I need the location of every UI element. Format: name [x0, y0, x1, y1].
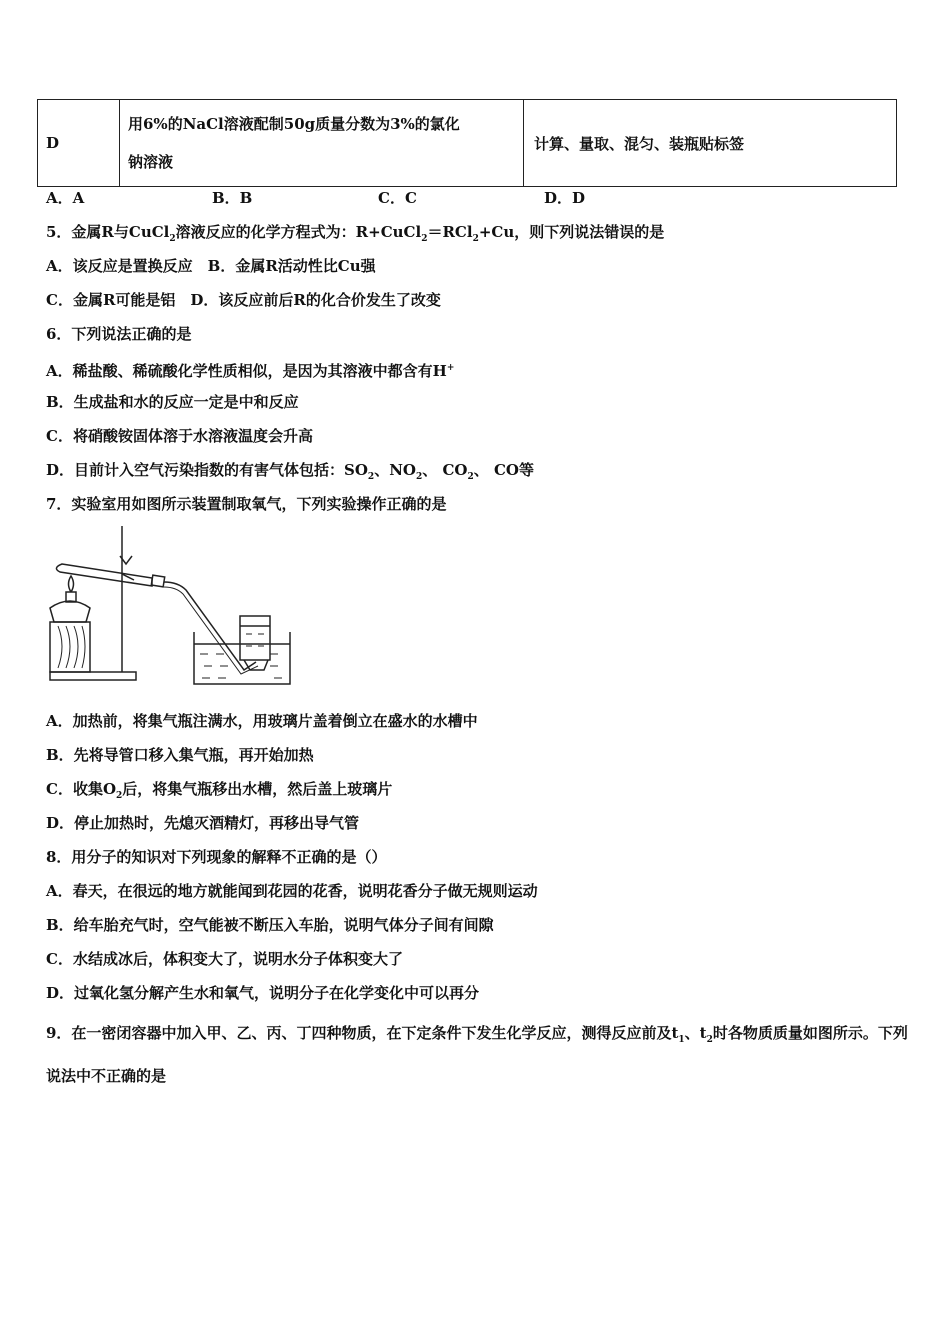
q8-option-b[interactable]: B．给车胎充气时，空气能被不断压入车胎，说明气体分子间有间隙	[46, 916, 494, 934]
procedure-steps: 计算、量取、混匀、装瓶贴标签	[524, 100, 897, 187]
q7-c-part: 后，将集气瓶移出水槽，然后盖上玻璃片	[122, 780, 393, 798]
subscript: 2	[116, 791, 123, 801]
q4-option-b[interactable]: B．B	[212, 189, 253, 207]
subscript: 2	[467, 472, 474, 482]
q5-stem-part: 溶液反应的化学方程式为：R+CuCl	[175, 223, 422, 241]
option-letter: D	[38, 100, 120, 187]
oxygen-apparatus-figure	[44, 520, 294, 690]
subscript: 1	[678, 1035, 685, 1045]
q9-stem	[46, 1015, 910, 1094]
q6-d-part: 、 CO	[422, 461, 468, 479]
q8-option-d[interactable]: D．过氧化氢分解产生水和氧气，说明分子在化学变化中可以再分	[46, 984, 480, 1002]
q5-options-cd[interactable]: C．金属R可能是铝 D．该反应前后R的化合价发生了改变	[46, 291, 441, 309]
q5-stem-part: +Cu，则下列说法错误的是	[478, 223, 665, 241]
task-line-2: 钠溶液	[128, 153, 174, 171]
q5-stem-part: 5．金属R与CuCl	[46, 223, 170, 241]
q9-stem-part: 时各物质质量如图所示。下列说法中不正确的是	[46, 1024, 908, 1085]
q5-options-ab[interactable]: A．该反应是置换反应 B．金属R活动性比Cu强	[46, 257, 376, 275]
alcohol-lamp	[50, 601, 90, 622]
q5-stem	[46, 222, 664, 249]
q7-option-d[interactable]: D．停止加热时，先熄灭酒精灯，再移出导气管	[46, 814, 360, 832]
q7-stem: 7．实验室用如图所示装置制取氧气，下列实验操作正确的是	[46, 495, 447, 513]
q5-stem-part: ＝RCl	[427, 223, 473, 241]
stand-base	[50, 672, 136, 680]
q4-answer-options	[46, 188, 585, 208]
subscript: 2	[706, 1035, 713, 1045]
subscript: 2	[367, 472, 375, 482]
q9-stem-part: 、t	[684, 1024, 707, 1042]
q7-option-b[interactable]: B．先将导管口移入集气瓶，再开始加热	[46, 746, 314, 764]
task-description	[120, 100, 524, 187]
q8-stem: 8．用分子的知识对下列现象的解释不正确的是（）	[46, 848, 387, 866]
table-row	[38, 100, 897, 187]
task-line-1: 用6%的NaCl溶液配制50g质量分数为3%的氯化	[128, 115, 460, 133]
q9-stem-part: 9．在一密闭容器中加入甲、乙、丙、丁四种物质，在下定条件下发生化学反应，测得反应前及t	[46, 1024, 679, 1042]
q8-option-c[interactable]: C．水结成冰后，体积变大了，说明水分子体积变大了	[46, 950, 403, 968]
q6-d-part: 、 CO等	[473, 461, 534, 479]
q6-d-part: 、NO	[374, 461, 416, 479]
subscript: 2	[415, 472, 423, 482]
gas-collecting-bottle	[240, 616, 270, 660]
q6-stem: 6．下列说法正确的是	[46, 325, 192, 343]
q7-option-a[interactable]: A．加热前，将集气瓶注满水，用玻璃片盖着倒立在盛水的水槽中	[46, 712, 478, 730]
q6-option-a[interactable]	[46, 358, 454, 381]
flame-icon	[69, 576, 74, 592]
q6-option-d[interactable]	[46, 460, 534, 487]
superscript: +	[446, 363, 455, 373]
q6-d-part: D．目前计入空气污染指数的有害气体包括：SO	[46, 461, 368, 479]
q6-option-a-text: A．稀盐酸、稀硫酸化学性质相似，是因为其溶液中都含有H	[46, 362, 447, 380]
q7-c-part: C．收集O	[46, 780, 117, 798]
rubber-stopper	[151, 575, 164, 587]
wood-grain	[58, 626, 85, 668]
subscript: 2	[472, 234, 479, 244]
q6-option-c[interactable]: C．将硝酸铵固体溶于水溶液温度会升高	[46, 427, 313, 445]
subscript: 2	[169, 234, 176, 244]
option-table	[37, 99, 897, 187]
subscript: 2	[421, 234, 428, 244]
q8-option-a[interactable]: A．春天，在很远的地方就能闻到花园的花香，说明花香分子做无规则运动	[46, 882, 538, 900]
q4-option-c[interactable]: C．C	[378, 189, 417, 207]
water-trough	[194, 632, 290, 684]
q6-option-b[interactable]: B．生成盐和水的反应一定是中和反应	[46, 393, 299, 411]
q4-option-d[interactable]: D．D	[544, 189, 586, 207]
q4-option-a[interactable]: A．A	[46, 189, 85, 207]
q7-option-c[interactable]	[46, 779, 392, 806]
